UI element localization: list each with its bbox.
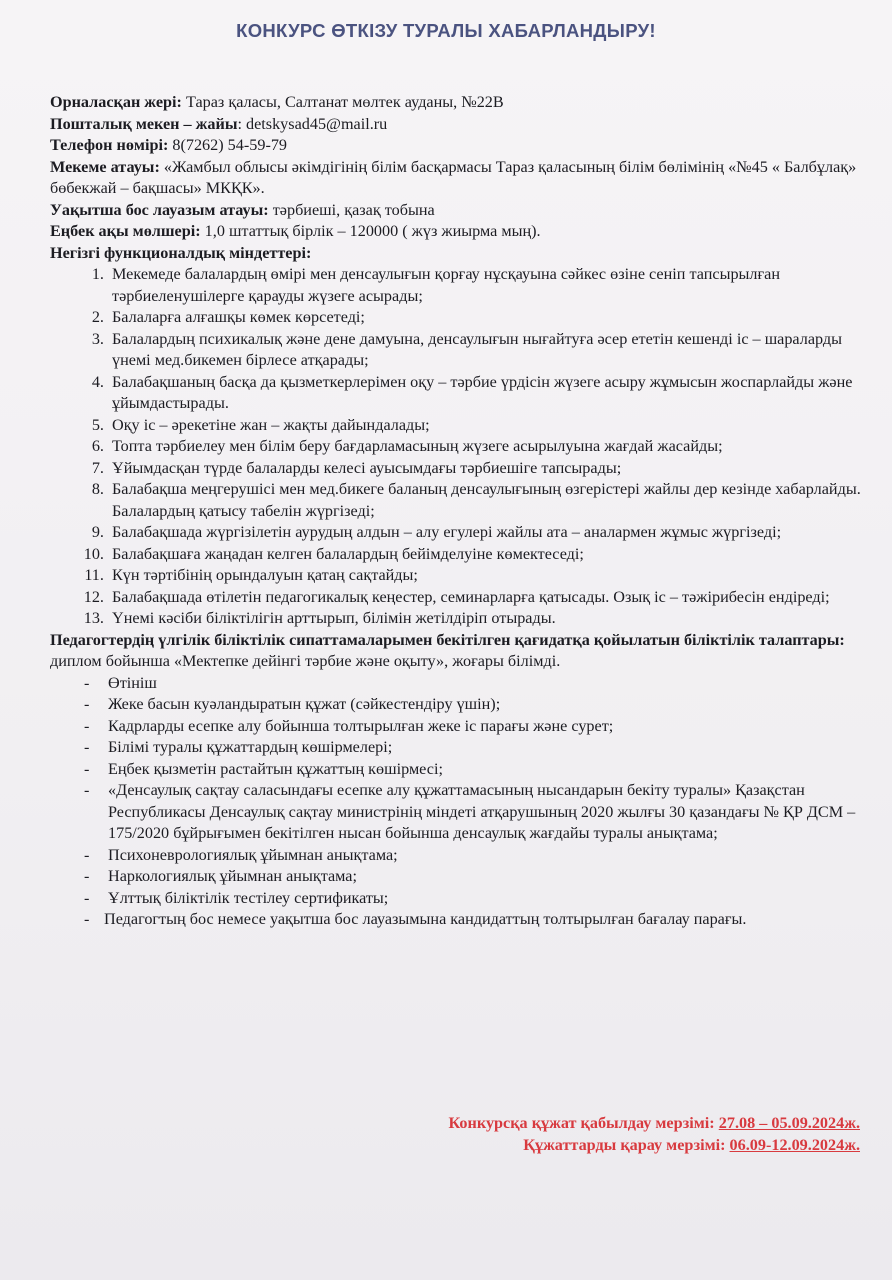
document-item: - «Денсаулық сақтау саласындағы есепке алу құжаттамасының нысандарын бекіту туралы» Қазақстан Республикасы Денсаулық сақтау министрінің міндеті атқарушының 2020 жылғы 30 қазандағы № ҚР ДСМ – 175/2020 бұйрығымен бекітілген нысан бойынша денсаулық жағдайы туралы анықтама; xyxy=(84,781,856,842)
requirements-value: диплом бойынша «Мектепке дейінгі тәрбие және оқыту», жоғары білімді. xyxy=(50,652,561,670)
duty-item: 4. Балабақшаның басқа да қызметкерлерімен оқу – тәрбие үрдісін жүзеге асыру жұмысын жоспарлайды және ұйымдастырады. xyxy=(108,372,865,415)
document-item: - Кадрларды есепке алу бойынша толтырылған жеке іс парағы және сурет; xyxy=(50,716,865,738)
announcement-body xyxy=(50,92,865,931)
dash-bullet: - xyxy=(84,845,90,864)
duties-heading: Негізгі функционалдық міндеттері: xyxy=(50,243,312,262)
document-item: - Психоневрологиялық ұйымнан анықтама; xyxy=(50,845,865,867)
duty-item: 3. Балалардың психикалық және дене дамуына, денсаулығын нығайтуға әсер ететін кешенді іс – шараларды үнемі мед.бикемен бірлесе атқарады; xyxy=(108,329,865,372)
duty-item: 1. Мекемеде балалардың өмірі мен денсаулығын қорғау нұсқауына сәйкес өзіне сеніп тапсырылған тәрбиеленушілерге қарауды жүзеге асырады; xyxy=(108,264,865,307)
duty-item: 5. Оқу іс – әрекетіне жан – жақты дайындалады; xyxy=(108,415,865,437)
submission-deadline: Конкурсқа құжат қабылдау мерзімі: 27.08 – 05.09.2024ж. xyxy=(448,1114,860,1132)
requirements-line xyxy=(50,630,865,673)
postal-value: : detskysad45@mail.ru xyxy=(237,114,388,133)
duty-item: 8. Балабақша меңгерушісі мен мед.бикеге баланың денсаулығының өзгерістері жайлы дер кезінде хабарлайды. Балалардың қатысу табелін жүргізеді; xyxy=(108,479,865,522)
dash-bullet: - xyxy=(84,867,90,885)
institution-label: Мекеме атауы: xyxy=(50,157,160,176)
deadlines-block xyxy=(449,1112,861,1156)
salary-value: 1,0 штаттық бірлік – 120000 ( жүз жиырма мың). xyxy=(200,222,541,240)
document-item: - Наркологиялық ұйымнан анықтама; xyxy=(50,866,865,888)
duty-item: 13. Үнемі кәсіби біліктілігін арттырып, білімін жетілдіріп отырады. xyxy=(108,608,865,630)
review-dates: 06.09-12.09.2024ж. xyxy=(729,1136,860,1154)
location-line xyxy=(50,92,865,114)
phone-line xyxy=(50,135,865,157)
review-deadline: Құжаттарды қарау мерзімі: 06.09-12.09.2024ж. xyxy=(523,1136,860,1154)
submission-dates: 27.08 – 05.09.2024ж. xyxy=(718,1114,860,1132)
position-label: Уақытша бос лауазым атауы: xyxy=(50,200,269,219)
dash-bullet: - xyxy=(84,738,90,756)
document-item: - Педагогтың бос немесе уақытша бос лауазымына кандидаттың толтырылған бағалау парағы. xyxy=(50,909,865,931)
salary-label: Еңбек ақы мөлшері: xyxy=(50,222,201,240)
requirements-label: Педагогтердің үлгілік біліктілік сипаттамаларымен бекітілген қағидатқа қойылатын біліктілік талаптары: xyxy=(50,630,845,649)
location-value: Тараз қаласы, Салтанат мөлтек ауданы, №22В xyxy=(181,93,504,111)
dash-bullet: - xyxy=(84,673,90,692)
dash-bullet: - xyxy=(84,888,90,907)
dash-bullet: - xyxy=(84,759,90,778)
duty-item: 6. Топта тәрбиелеу мен білім беру бағдарламасының жүзеге асырылуына жағдай жасайды; xyxy=(108,436,865,458)
location-label: Орналасқан жері: xyxy=(50,93,182,111)
institution-line xyxy=(50,157,865,200)
duty-item: 12. Балабақшада өтілетін педагогикалық кеңестер, семинарларға қатысады. Озық іс – тәжірибесін ендіреді; xyxy=(108,587,865,609)
document-item: - Жеке басын куәландыратын құжат (сәйкестендіру үшін); xyxy=(50,694,865,716)
institution-value: «Жамбыл облысы әкімдігінің білім басқармасы Тараз қаласының білім бөлімінің «№45 « Балбұлақ» бөбекжай – бақшасы» МКҚК». xyxy=(50,157,857,197)
document-item: - Өтініш xyxy=(50,673,865,695)
duties-list xyxy=(50,264,865,630)
postal-line xyxy=(50,114,865,136)
document-item: - Ұлттық біліктілік тестілеу сертификаты; xyxy=(50,888,865,910)
duty-item: 7. Ұйымдасқан түрде балаларды келесі ауысымдағы тәрбиешіге тапсырады; xyxy=(108,458,865,480)
dash-bullet: - xyxy=(84,781,90,799)
page-title: КОНКУРС ӨТКІЗУ ТУРАЛЫ ХАБАРЛАНДЫРУ! xyxy=(236,20,656,41)
phone-label: Телефон нөмірі: xyxy=(50,136,169,154)
phone-value: 8(7262) 54-59-79 xyxy=(168,136,288,154)
duty-item: 11. Күн тәртібінің орындалуын қатаң сақтайды; xyxy=(108,565,865,587)
position-value: тәрбиеші, қазақ тобына xyxy=(268,200,435,219)
dash-bullet: - xyxy=(84,910,90,928)
postal-label: Пошталық мекен – жайы xyxy=(50,114,238,133)
document-item: - Еңбек қызметін растайтын құжаттың көшірмесі; xyxy=(50,759,865,781)
dash-bullet: - xyxy=(84,716,90,735)
duty-item: 2. Балаларға алғашқы көмек көрсетеді; xyxy=(108,307,865,329)
dash-bullet: - xyxy=(84,695,90,713)
document-item: - Білімі туралы құжаттардың көшірмелері; xyxy=(50,737,865,759)
salary-line xyxy=(50,221,865,243)
documents-list xyxy=(50,673,865,931)
duty-item: 10. Балабақшаға жаңадан келген балалардың бейімделуіне көмектеседі; xyxy=(108,544,865,566)
duty-item: 9. Балабақшада жүргізілетін аурудың алдын – алу егулері жайлы ата – аналармен жұмыс жүргізеді; xyxy=(108,522,865,544)
position-line xyxy=(50,200,865,222)
